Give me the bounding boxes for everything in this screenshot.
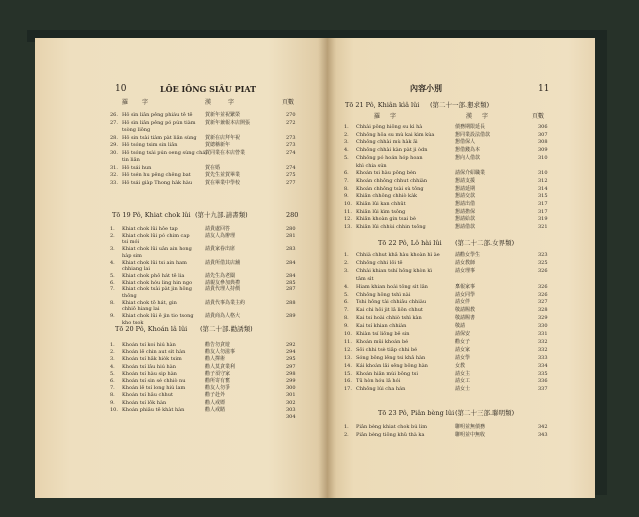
toc-entry-romanized: Chhông chhi lôi tē — [356, 259, 403, 266]
toc-entry-romanized: Khoán mûi khoán bé — [356, 338, 409, 345]
section-23-cn: (第二十三部.聯明類) — [455, 409, 515, 417]
toc-entry-number: 29. — [110, 142, 118, 148]
toc-entry-page: 315 — [538, 193, 548, 200]
toc-entry-number: 26. — [110, 112, 118, 118]
toc-entry-chinese: 敬請賜書 — [455, 315, 476, 322]
toc-entry-romanized: Khiat chok tō hát, gin — [122, 299, 177, 306]
toc-entry-number: 11. — [344, 338, 352, 345]
toc-entry-chinese: 勸人莫貪業利 — [205, 363, 236, 370]
toc-entry-number: 4. — [344, 283, 349, 290]
toc-entry-number: 6. — [344, 299, 349, 306]
toc-entry-romanized: Khoán tsí koi hiú hàn — [122, 342, 176, 348]
toc-entry-number: 2. — [344, 131, 349, 138]
toc-entry-chinese: 勸友人勿滋事 — [205, 349, 236, 356]
toc-entry-chinese: 勸人戒賭 — [205, 406, 226, 413]
col-header-pages: 頁數 — [282, 99, 295, 106]
toc-entry-number: 9. — [110, 313, 115, 320]
toc-entry-page: 288 — [286, 299, 296, 306]
toc-entry-chinese: 請保介紹職業 — [455, 170, 486, 177]
toc-entry-romanized: Khiân lûi chhùi chhin tsông — [356, 224, 426, 231]
toc-entry-romanized: Tshi hông tài chhiâu chhiàu — [356, 299, 427, 306]
toc-entry-number: 1. — [344, 424, 349, 430]
book-cover-edge — [595, 40, 607, 495]
section-23-title: Tō 23 Pô, Piân bèng lûi — [378, 409, 455, 417]
r-col-header-1: 羅 — [374, 113, 381, 120]
toc-entry-page: 299 — [286, 378, 296, 384]
r-col-header-2: 字 — [390, 113, 397, 120]
toc-entry-chinese: 請親友參加典禮 — [205, 279, 241, 286]
toc-entry-romanized: Khoán phiâu tē khàt hàn — [122, 406, 185, 413]
toc-entry-number: 1. — [344, 252, 349, 258]
toc-entry-page: 284 — [286, 272, 296, 279]
toc-entry-number: 10. — [344, 201, 352, 207]
toc-entry-romanized: Khiat chok phô hát tē lia — [122, 272, 185, 279]
toc-entry-romanized: Hô tsái hun — [122, 164, 152, 171]
toc-entry-romanized: khì chia sún — [356, 162, 387, 169]
toc-entry-romanized: hàp sim — [122, 252, 142, 259]
toc-entry-chinese: 請貴代事為業主約 — [205, 299, 246, 306]
toc-entry-chinese: 勸子須守家 — [205, 370, 231, 377]
toc-entry-number: 10. — [344, 331, 352, 337]
section-21-title: Tō 21 Pô, Khiân kìâ lûi — [345, 101, 420, 109]
toc-entry-chinese: 請貴家眷出席 — [205, 246, 236, 253]
toc-entry-number: 9. — [110, 399, 115, 406]
toc-entry-chinese: 敬請 — [455, 323, 466, 330]
toc-entry-romanized: Khiat chok tsài pàt jin hông — [122, 286, 192, 293]
toc-entry-chinese: 聯明並中無收 — [455, 431, 486, 438]
toc-entry-romanized: Chhài pông hiông su kì hà — [356, 124, 423, 130]
toc-entry-chinese: 賀同業在本店營業 — [205, 149, 246, 156]
toc-entry-number: 3. — [110, 246, 115, 253]
toc-entry-chinese: 懇借錢為本 — [455, 147, 481, 154]
toc-entry-page: 336 — [538, 378, 548, 385]
col-header-1: 羅 — [122, 99, 129, 106]
toc-entry-page: 280 — [286, 226, 296, 232]
toc-entry-number: 1. — [344, 124, 349, 130]
toc-entry-romanized: Hô sìn liân pêng pó pún tiàm — [122, 119, 196, 126]
r-col-header-pages: 頁數 — [532, 113, 545, 120]
toc-entry-number: 3. — [344, 267, 349, 274]
toc-entry-chinese: 稟報家事 — [455, 283, 476, 290]
toc-entry-page: 329 — [538, 315, 548, 322]
section-22-title: Tō 22 Pô, Lô hài lûi — [378, 239, 442, 247]
toc-entry-page: 308 — [538, 139, 548, 146]
toc-entry-chinese: 賀新年兼報本店開張 — [205, 119, 251, 126]
section-19-page: 280 — [286, 211, 299, 219]
toc-entry-romanized: tām sìt — [356, 275, 374, 282]
toc-entry-number: 10. — [110, 406, 118, 413]
toc-entry-romanized: Piân bèng khiat chok bú lim — [356, 424, 427, 430]
toc-entry-page: 295 — [286, 356, 296, 363]
toc-entry-chinese: 請女教師 — [455, 259, 476, 266]
toc-entry-chinese: 賀新年並祝繁榮 — [205, 112, 241, 118]
toc-entry-romanized: Sóng bông lêng tsi khâ hàn — [356, 354, 426, 361]
toc-entry-number: 1. — [110, 226, 115, 232]
toc-entry-romanized: Khoán tsí hàu sip hàn — [122, 370, 177, 377]
toc-entry-chinese: 賀在婚 — [205, 164, 221, 171]
toc-entry-chinese: 賀先生並賀畢業 — [205, 172, 241, 178]
toc-entry-romanized: Khoán hiân mùi bông tsi — [356, 370, 418, 377]
toc-entry-page: 321 — [538, 224, 548, 231]
toc-entry-page: 301 — [286, 392, 296, 399]
toc-entry-number: 3. — [110, 356, 115, 363]
toc-entry-chinese: 懇向人借款 — [455, 154, 481, 161]
toc-entry-page: 331 — [538, 331, 548, 337]
toc-entry-number: 3. — [344, 139, 349, 146]
toc-entry-page: 281 — [286, 232, 296, 239]
toc-entry-page: 302 — [286, 399, 296, 406]
toc-entry-number: 12. — [344, 346, 352, 353]
section-19-title: Tō 19 Pô, Khiat chok lûi — [112, 211, 191, 219]
toc-entry-romanized: Hiam khian hoài tông sìt lân — [356, 283, 428, 290]
toc-entry-page: 317 — [538, 208, 548, 215]
toc-entry-romanized: Kai tsi hoài chhiò tshì kàn — [356, 315, 422, 322]
toc-entry-romanized: Khoán lē chin aut sìt hàn — [122, 349, 186, 356]
right-page-number: 11 — [538, 84, 550, 94]
left-page-header: LÔE IÔNG SIÂU PIAT — [160, 84, 257, 94]
toc-entry-romanized: tsi mói — [122, 239, 140, 246]
toc-entry-romanized: Kai chi hôi jit lâ liôn chhut — [356, 307, 423, 314]
toc-entry-page: 289 — [286, 313, 296, 320]
toc-entry-romanized: Chhông pó hoán hóp hoan — [356, 154, 423, 161]
toc-entry-page: 337 — [538, 386, 548, 393]
r-col-header-3: 漢 — [466, 113, 473, 120]
toc-entry-page: 332 — [538, 338, 548, 345]
toc-entry-chinese: 懇請給款 — [455, 216, 476, 223]
toc-entry-romanized: Khiat chok lûi pó chim cap — [122, 232, 190, 239]
toc-entry-page: 294 — [286, 349, 296, 356]
toc-entry-page: 270 — [286, 112, 296, 118]
toc-entry-page: 342 — [538, 424, 548, 430]
toc-entry-chinese: 請女理事 — [455, 267, 476, 274]
toc-entry-page: 304 — [286, 414, 296, 420]
toc-entry-chinese: 請女士 — [455, 386, 471, 393]
toc-entry-page: 274 — [286, 149, 296, 156]
toc-entry-page: 330 — [538, 323, 548, 330]
toc-entry-romanized: Chhông chhài mù hàk ãi — [356, 139, 418, 146]
toc-entry-romanized: Khoán tsí lôk hàn — [122, 399, 167, 406]
toc-entry-romanized: Khiat chok lûi ê jin tio tsong — [122, 313, 194, 320]
toc-entry-number: 32. — [110, 172, 118, 178]
toc-entry-romanized: Khoán tsí hâk hiòk tsim — [122, 356, 182, 363]
toc-entry-romanized: Chhông hôa su mù kai kìm kùa — [356, 131, 435, 138]
toc-entry-romanized: Khiat chok lûi hôe tap — [122, 226, 178, 232]
toc-entry-number: 6. — [110, 378, 115, 384]
toc-entry-page: 326 — [538, 291, 548, 298]
toc-entry-number: 27. — [110, 119, 118, 126]
toc-entry-chinese: 懇請支援 — [455, 177, 476, 184]
toc-entry-chinese: 勸人戒嫖 — [205, 399, 226, 406]
toc-entry-page: 333 — [538, 354, 548, 361]
toc-entry-number: 5. — [344, 291, 349, 298]
toc-entry-page: 287 — [286, 286, 296, 293]
toc-entry-chinese: 請貴所借其店舖 — [205, 259, 241, 266]
toc-entry-chinese: 勸告勿貪遊 — [205, 342, 231, 348]
toc-entry-romanized: Khiàn tsí liông bê sin — [356, 331, 410, 337]
toc-entry-page: 325 — [538, 259, 548, 266]
toc-entry-number: 14. — [344, 362, 352, 369]
toc-entry-romanized: Tū hòn hóu lâ hói — [356, 378, 401, 385]
toc-entry-number: 8. — [344, 315, 349, 322]
toc-entry-chinese: 聯明並無債務 — [455, 424, 486, 430]
section-19-cn: (第十九部.請書類) — [195, 211, 248, 219]
toc-entry-romanized: Hô sìn liân pêng phiáu tê tē — [122, 112, 193, 118]
toc-entry-page: 298 — [286, 370, 296, 377]
col-header-2: 字 — [142, 99, 149, 106]
toc-entry-number: 33. — [110, 179, 118, 186]
toc-entry-chinese: 請貴處回答 — [205, 226, 231, 232]
toc-entry-number: 9. — [344, 193, 349, 200]
toc-entry-romanized: Khoán tsí sin sé chhiò nu — [122, 378, 186, 384]
toc-entry-page: 297 — [286, 363, 296, 370]
toc-entry-romanized: Khiat chok hóu ling hin ngo — [122, 279, 193, 286]
toc-entry-romanized: Chhông hông tshì nài — [356, 291, 411, 298]
toc-entry-number: 12. — [344, 216, 352, 223]
toc-entry-romanized: Hô tsái giàp Thong hàk hàu — [122, 179, 193, 186]
toc-entry-page: 273 — [286, 134, 296, 141]
toc-entry-number: 4. — [344, 147, 349, 154]
toc-entry-page: 274 — [286, 164, 296, 171]
toc-entry-chinese: 請保安 — [455, 331, 471, 337]
toc-entry-chinese: 懇借保人 — [455, 139, 476, 146]
toc-entry-romanized: Khiân lûi kan chhût — [356, 201, 406, 207]
toc-entry-chinese: 請女同學 — [455, 291, 476, 298]
toc-entry-page: 277 — [286, 179, 296, 186]
toc-entry-romanized: Khoán tsí hâu chhut — [122, 392, 174, 399]
toc-entry-number: 9. — [344, 323, 349, 330]
toc-entry-chinese: 懇請擔保 — [455, 208, 476, 215]
toc-entry-number: 28. — [110, 134, 118, 141]
toc-entry-romanized: Hô sin tsài tiàm pàt liân sùng — [122, 134, 197, 141]
toc-entry-page: 327 — [538, 299, 548, 306]
toc-entry-page: 326 — [538, 267, 548, 274]
toc-entry-page: 284 — [286, 259, 296, 266]
toc-entry-chinese: 勸友人勿爭 — [205, 385, 231, 392]
toc-entry-chinese: 賀總稱新年 — [205, 142, 231, 148]
toc-entry-page: 272 — [286, 119, 296, 126]
left-page-number: 10 — [115, 84, 127, 94]
col-header-4: 字 — [228, 99, 235, 106]
toc-entry-number: 8. — [110, 299, 115, 306]
toc-entry-page: 309 — [538, 147, 548, 154]
toc-entry-number: 13. — [344, 354, 352, 361]
toc-entry-romanized: tin liân — [122, 157, 140, 163]
toc-entry-romanized: chhiang lai — [122, 266, 151, 273]
left-page — [35, 38, 327, 498]
toc-entry-number: 6. — [344, 170, 349, 177]
toc-entry-romanized: Khoán lē tsí long hiú lam — [122, 385, 186, 392]
section-20-cn: (第二十部.勸誘類) — [200, 325, 253, 333]
toc-entry-number: 13. — [344, 224, 352, 231]
toc-entry-number: 1. — [110, 342, 115, 348]
toc-entry-chinese: 債務期限延長 — [455, 124, 486, 130]
toc-entry-page: 275 — [286, 172, 296, 178]
toc-entry-romanized: Piân bèng tiông khû thà ka — [356, 431, 425, 438]
toc-entry-romanized: thông — [122, 293, 137, 299]
toc-entry-page: 312 — [538, 177, 548, 184]
toc-entry-page: 300 — [286, 385, 296, 392]
toc-entry-romanized: Kai tsí khian chhiàn — [356, 323, 407, 330]
toc-entry-page: 292 — [286, 342, 296, 348]
toc-entry-romanized: Chhông chhài kàn pàt ji òdn — [356, 147, 428, 154]
toc-entry-number: 7. — [344, 177, 349, 184]
toc-entry-romanized: Khiân khoàn gin tsai bè — [356, 216, 416, 223]
toc-entry-number: 30. — [110, 149, 118, 156]
section-22-cn: (第二十二部.女界類) — [455, 239, 515, 247]
toc-entry-romanized: Sôi chhi tsè tiâp chhi bé — [356, 346, 418, 353]
toc-entry-number: 31. — [110, 164, 118, 171]
toc-entry-romanized: Khoán chhông tsài sù tông — [356, 185, 424, 192]
toc-entry-number: 8. — [344, 185, 349, 192]
toc-entry-romanized: Khoán tsí lâu hiú hàn — [122, 363, 176, 370]
toc-entry-romanized: Chhông lúi cha hán — [356, 386, 406, 393]
toc-entry-chinese: 勸人擇術 — [205, 356, 226, 363]
toc-entry-page: 317 — [538, 201, 548, 207]
toc-entry-chinese: 勸女子 — [455, 338, 471, 345]
toc-entry-chinese: 賀在畢業中學校 — [205, 179, 241, 186]
toc-entry-number: 2. — [344, 431, 349, 438]
toc-entry-romanized: chhiô hiang lai — [122, 306, 160, 313]
toc-entry-chinese: 懇請延期 — [455, 185, 476, 192]
toc-entry-chinese: 請貴代理人持價 — [205, 286, 241, 293]
book-gutter — [318, 38, 336, 498]
toc-entry-romanized: Khoán chhông chhut chhiàn — [356, 177, 428, 184]
right-page-header: 內容小別 — [410, 84, 442, 93]
toc-entry-chinese: 請友人為辦理 — [205, 232, 236, 239]
toc-entry-page: 319 — [538, 216, 548, 223]
toc-entry-page: 306 — [538, 124, 548, 130]
toc-entry-chinese: 懇同業設法借款 — [455, 131, 491, 138]
toc-entry-number: 8. — [110, 392, 115, 399]
toc-entry-romanized: Hô tsóng tsài pún oeng sùng chái — [122, 149, 207, 156]
toc-entry-page: 335 — [538, 370, 548, 377]
toc-entry-romanized: Kái khoàn lâi sêng bông hàn — [356, 362, 428, 369]
toc-entry-page: 303 — [286, 406, 296, 413]
toc-entry-number: 6. — [110, 279, 115, 286]
toc-entry-page: 285 — [286, 279, 296, 286]
toc-entry-page: 328 — [538, 307, 548, 314]
toc-entry-number: 2. — [344, 259, 349, 266]
toc-entry-romanized: tsòng liông — [122, 127, 151, 133]
toc-entry-number: 4. — [110, 363, 115, 370]
toc-entry-romanized: Khiat chok lûi tsi ain ham — [122, 259, 187, 266]
toc-entry-number: 2. — [110, 349, 115, 356]
toc-entry-chinese: 請女伴 — [455, 299, 471, 306]
toc-entry-number: 7. — [110, 385, 115, 392]
toc-entry-romanized: Khiân chhông chhiò kàk — [356, 193, 418, 200]
toc-entry-chinese: 請女工 — [455, 378, 471, 385]
toc-entry-number: 15. — [344, 370, 352, 377]
toc-entry-chinese: 請女主 — [455, 370, 471, 377]
toc-entry-page: 310 — [538, 154, 548, 161]
toc-entry-number: 11. — [344, 208, 352, 215]
toc-entry-chinese: 請女家 — [455, 346, 471, 353]
toc-entry-page: 273 — [286, 142, 296, 148]
col-header-3: 漢 — [205, 99, 212, 106]
toc-entry-chinese: 賀新在店拜年祝 — [205, 134, 241, 141]
toc-entry-romanized: Chhià chhut khâ hàu khoàn hì àe — [356, 252, 440, 258]
toc-entry-chinese: 勸子赴外 — [205, 392, 226, 399]
toc-entry-romanized: Khiat chok lûi uân ain hong — [122, 246, 192, 253]
toc-entry-chinese: 女教 — [455, 362, 466, 369]
toc-entry-page: 307 — [538, 131, 548, 138]
toc-entry-romanized: kho tsok — [122, 319, 144, 326]
toc-entry-number: 7. — [110, 286, 115, 293]
toc-entry-page: 343 — [538, 431, 548, 438]
toc-entry-number: 5. — [110, 370, 115, 377]
toc-entry-romanized: Khiân lûi kìm tsông — [356, 208, 406, 215]
toc-entry-page: 332 — [538, 346, 548, 353]
toc-entry-page: 314 — [538, 185, 548, 192]
toc-entry-page: 334 — [538, 362, 548, 369]
toc-entry-number: 2. — [110, 232, 115, 239]
toc-entry-chinese: 懇請出借 — [455, 201, 476, 207]
toc-entry-chinese: 請女學 — [455, 354, 471, 361]
toc-entry-chinese: 請勸女學生 — [455, 252, 481, 258]
toc-entry-number: 16. — [344, 378, 352, 385]
toc-entry-chinese: 勸所寄有奮 — [205, 378, 231, 384]
toc-entry-number: 4. — [110, 259, 115, 266]
toc-entry-romanized: Hô tsén hu pêng chêng bat — [122, 172, 191, 178]
section-20-title: Tō 20 Pô, Khoán lâ lûi — [115, 325, 188, 333]
toc-entry-romanized: Khoán tsi hàu pông bèn — [356, 170, 417, 177]
toc-entry-number: 17. — [344, 386, 352, 393]
toc-entry-number: 7. — [344, 307, 349, 314]
section-21-cn: (第二十一部.懇求類) — [430, 101, 490, 109]
toc-entry-chinese: 懇請交款 — [455, 193, 476, 200]
toc-entry-number: 5. — [110, 272, 115, 279]
toc-entry-page: 326 — [538, 283, 548, 290]
toc-entry-page: 323 — [538, 252, 548, 258]
toc-entry-chinese: 敬請賜教 — [455, 307, 476, 314]
toc-entry-chinese: 懇請借款 — [455, 224, 476, 231]
toc-entry-chinese: 請先生為老闆 — [205, 272, 236, 279]
toc-entry-page: 283 — [286, 246, 296, 253]
toc-entry-chinese: 請貴商為人格大 — [205, 313, 241, 320]
r-col-header-4: 字 — [482, 113, 489, 120]
toc-entry-number: 5. — [344, 154, 349, 161]
toc-entry-romanized: Hô tsóng tsim sin liân — [122, 142, 178, 148]
toc-entry-page: 310 — [538, 170, 548, 177]
toc-entry-romanized: Chhài khian tshí hông khòn kì — [356, 267, 432, 274]
